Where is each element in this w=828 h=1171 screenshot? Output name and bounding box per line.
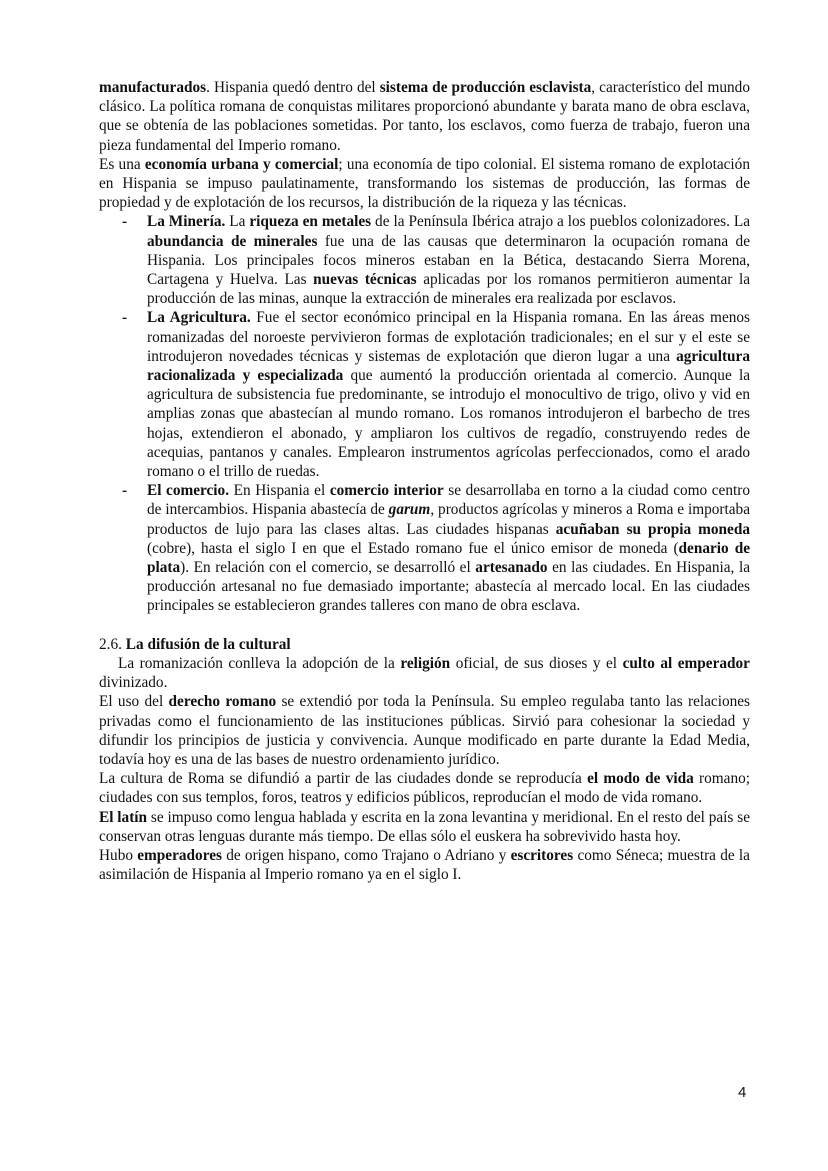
paragraph-emperors: Hubo emperadores de origen hispano, como Trajano o Adriano y escritores como Séneca; muestra de la asimilación de Hispania al Imperio romano ya en el siglo I. (99, 846, 750, 884)
dash-bullet: - (122, 309, 128, 327)
list-item-agricultura: - La Agricultura. Fue el sector económico principal en la Hispania romana. En las áreas menos romanizadas del noroeste pervivieron formas de explotación tradicionales; en el sur y el este se introdujeron novedades técnicas y sistemas de explotación que dieron lugar a una agricultura racionalizada y especializada que aumentó la producción orientada al comercio. Aunque la agricultura de subsistencia fue predominante, se introdujo el monocultivo de trigo, olivo y vid en amplias zonas que abastecían al mundo romano. Los romanos introdujeron el barbecho de tres hojas, extendieron el abonado, y ampliaron los cultivos de regadío, construyendo redes de acequias, pantanos y canales. Emplearon instrumentos agrícolas perfeccionados, como el arado romano o el trillo de ruedas. (122, 309, 750, 481)
paragraph-way-of-life: La cultura de Roma se difundió a partir de las ciudades donde se reproducía el modo de vida romano; ciudades con sus templos, foros, teatros y edificios públicos, reproducían el modo de vida romano. (99, 770, 750, 807)
paragraph-latin: El latín se impuso como lengua hablada y escrita en la zona levantina y meridional. En el resto del país se conservan otras lenguas durante más tiempo. De ellas sólo el euskera ha sobrevivido hasta hoy. (99, 808, 750, 845)
dash-bullet: - (122, 213, 128, 231)
page-number: 4 (738, 1084, 747, 1101)
mineria-title: La Minería. (147, 213, 226, 231)
paragraph-religion: La romanización conlleva la adopción de la religión oficial, de sus dioses y el culto al emperador divinizado. (99, 654, 750, 692)
paragraph-law: El uso del derecho romano se extendió por toda la Península. Su empleo regulaba tanto las relaciones privadas como el funcionamiento de las instituciones públicas. Sirvió para cohesionar la sociedad y difundir los principios de justicia y convivencia. Aunque modificado en parte durante la Edad Media, todavía hoy es una de las bases de nuestro ordenamiento jurídico. (99, 693, 750, 768)
section-heading (99, 635, 750, 654)
section-title: La difusión de la cultural (125, 635, 291, 653)
document-page (99, 78, 750, 884)
paragraph-slavery: manufacturados. Hispania quedó dentro del sistema de producción esclavista, característico del mundo clásico. La política romana de conquistas militares proporcionó abundante y barata mano de obra esclava, que se obtenía de las poblaciones sometidas. Por tanto, los esclavos, como fuerza de trabajo, fueron una pieza fundamental del Imperio romano. (99, 79, 750, 154)
list-item-comercio: - El comercio. En Hispania el comercio interior se desarrollaba en torno a la ciudad como centro de intercambios. Hispania abastecía de garum, productos agrícolas y mineros a Roma e importaba productos de lujo para las clases altas. Las ciudades hispanas acuñaban su propia moneda (cobre), hasta el siglo I en que el Estado romano fue el único emisor de moneda (denario de plata). En relación con el comercio, se desarrolló el artesanado en las ciudades. En Hispania, la producción artesanal no fue demasiado importante; abastecía al mercado local. En las ciudades principales se establecieron grandes talleres con mano de obra esclava. (122, 482, 750, 615)
agricultura-title: La Agricultura. (147, 309, 251, 327)
economy-sectors-list (99, 212, 750, 615)
dash-bullet: - (122, 482, 128, 500)
list-item-mineria: - La Minería. La riqueza en metales de la Península Ibérica atrajo a los pueblos colonizadores. La abundancia de minerales fue una de las causas que determinaron la ocupación romana de Hispania. Los principales focos mineros estaban en la Bética, destacando Sierra Morena, Cartagena y Huelva. Las nuevas técnicas aplicadas por los romanos permitieron aumentar la producción de las minas, aunque la extracción de minerales era realizada por esclavos. (122, 213, 750, 308)
comercio-title: El comercio. (147, 482, 230, 500)
paragraph-economy: Es una economía urbana y comercial; una economía de tipo colonial. El sistema romano de explotación en Hispania se impuso paulatinamente, transformando los sistemas de producción, las formas de propiedad y de explotación de los recursos, la distribución de la riqueza y las técnicas. (99, 155, 750, 212)
section-number: 2.6. (99, 635, 126, 653)
